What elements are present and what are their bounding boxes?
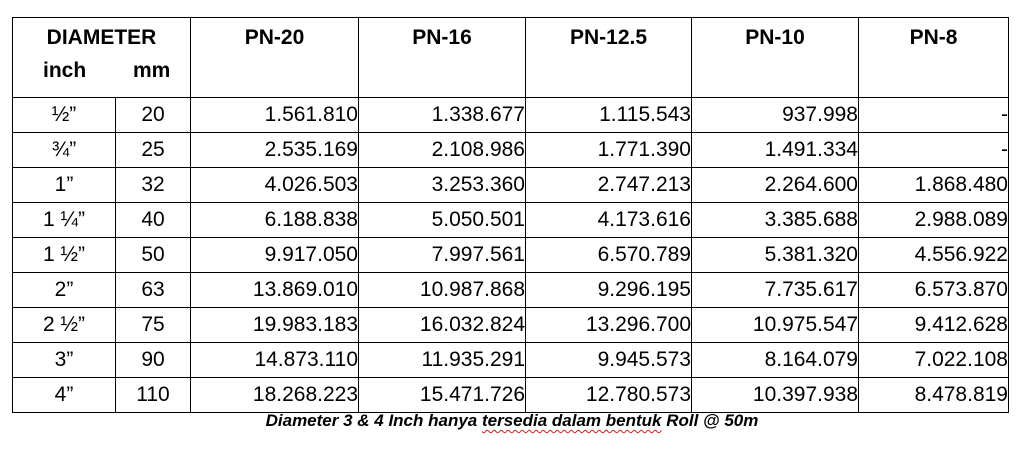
price-cell: 4.556.922 — [859, 238, 1009, 273]
footnote-part2: tersedia dalam bentuk — [481, 411, 662, 430]
pn16-header: PN-16 — [359, 18, 526, 98]
price-cell: 1.338.677 — [359, 98, 526, 133]
price-cell: 1.115.543 — [526, 98, 692, 133]
inch-unit-label: inch — [43, 59, 87, 82]
diameter-title: DIAMETER — [46, 26, 157, 49]
price-cell: 1.771.390 — [526, 133, 692, 168]
mm-cell: 75 — [116, 308, 191, 343]
mm-cell: 25 — [116, 133, 191, 168]
price-cell: - — [859, 98, 1009, 133]
mm-cell: 63 — [116, 273, 191, 308]
price-cell: 13.869.010 — [191, 273, 359, 308]
inch-cell: 1 ¼” — [13, 203, 116, 238]
price-cell: 2.988.089 — [859, 203, 1009, 238]
table-row — [13, 203, 1009, 238]
price-cell: 9.917.050 — [191, 238, 359, 273]
inch-cell: ¾” — [13, 133, 116, 168]
table-row — [13, 343, 1009, 378]
price-cell: 9.296.195 — [526, 273, 692, 308]
pn10-header: PN-10 — [692, 18, 859, 98]
mm-cell: 40 — [116, 203, 191, 238]
price-cell: 5.050.501 — [359, 203, 526, 238]
inch-cell: 1 ½” — [13, 238, 116, 273]
table-row — [13, 98, 1009, 133]
table-row — [13, 273, 1009, 308]
mm-cell: 110 — [116, 378, 191, 413]
price-cell: - — [859, 133, 1009, 168]
price-cell: 7.022.108 — [859, 343, 1009, 378]
price-cell: 4.026.503 — [191, 168, 359, 203]
price-cell: 10.397.938 — [692, 378, 859, 413]
inch-cell: 2 ½” — [13, 308, 116, 343]
table-row — [13, 378, 1009, 413]
inch-cell: ½” — [13, 98, 116, 133]
mm-cell: 90 — [116, 343, 191, 378]
mm-cell: 20 — [116, 98, 191, 133]
footnote-part3: Roll @ 50m — [661, 411, 759, 430]
diameter-header — [13, 18, 191, 98]
price-cell: 1.491.334 — [692, 133, 859, 168]
price-cell: 3.385.688 — [692, 203, 859, 238]
price-cell: 11.935.291 — [359, 343, 526, 378]
price-cell: 2.747.213 — [526, 168, 692, 203]
footnote-part1: Diameter 3 & 4 Inch hanya — [265, 411, 482, 430]
inch-cell: 1” — [13, 168, 116, 203]
price-cell: 3.253.360 — [359, 168, 526, 203]
table-row — [13, 168, 1009, 203]
inch-cell: 2” — [13, 273, 116, 308]
price-cell: 13.296.700 — [526, 308, 692, 343]
header-row — [13, 18, 1009, 98]
price-cell: 15.471.726 — [359, 378, 526, 413]
table-row — [13, 133, 1009, 168]
price-cell: 2.108.986 — [359, 133, 526, 168]
inch-cell: 4” — [13, 378, 116, 413]
price-cell: 6.573.870 — [859, 273, 1009, 308]
price-cell: 5.381.320 — [692, 238, 859, 273]
price-cell: 7.997.561 — [359, 238, 526, 273]
price-cell: 8.164.079 — [692, 343, 859, 378]
price-cell: 10.975.547 — [692, 308, 859, 343]
price-cell: 2.264.600 — [692, 168, 859, 203]
inch-cell: 3” — [13, 343, 116, 378]
price-cell: 2.535.169 — [191, 133, 359, 168]
price-cell: 8.478.819 — [859, 378, 1009, 413]
price-cell: 9.945.573 — [526, 343, 692, 378]
price-cell: 1.868.480 — [859, 168, 1009, 203]
price-cell: 12.780.573 — [526, 378, 692, 413]
price-cell: 937.998 — [692, 98, 859, 133]
price-cell: 10.987.868 — [359, 273, 526, 308]
pn8-header: PN-8 — [859, 18, 1009, 98]
table-row — [13, 308, 1009, 343]
price-cell: 16.032.824 — [359, 308, 526, 343]
price-cell: 6.188.838 — [191, 203, 359, 238]
mm-unit-label: mm — [133, 59, 171, 82]
pn20-header: PN-20 — [191, 18, 359, 98]
price-cell: 9.412.628 — [859, 308, 1009, 343]
footnote — [0, 411, 1024, 431]
price-cell: 4.173.616 — [526, 203, 692, 238]
pn12-5-header: PN-12.5 — [526, 18, 692, 98]
price-cell: 14.873.110 — [191, 343, 359, 378]
price-cell: 6.570.789 — [526, 238, 692, 273]
mm-cell: 50 — [116, 238, 191, 273]
price-cell: 19.983.183 — [191, 308, 359, 343]
price-cell: 7.735.617 — [692, 273, 859, 308]
price-cell: 18.268.223 — [191, 378, 359, 413]
table-row — [13, 238, 1009, 273]
table-body — [13, 98, 1009, 413]
price-cell: 1.561.810 — [191, 98, 359, 133]
mm-cell: 32 — [116, 168, 191, 203]
price-table — [12, 17, 1009, 413]
